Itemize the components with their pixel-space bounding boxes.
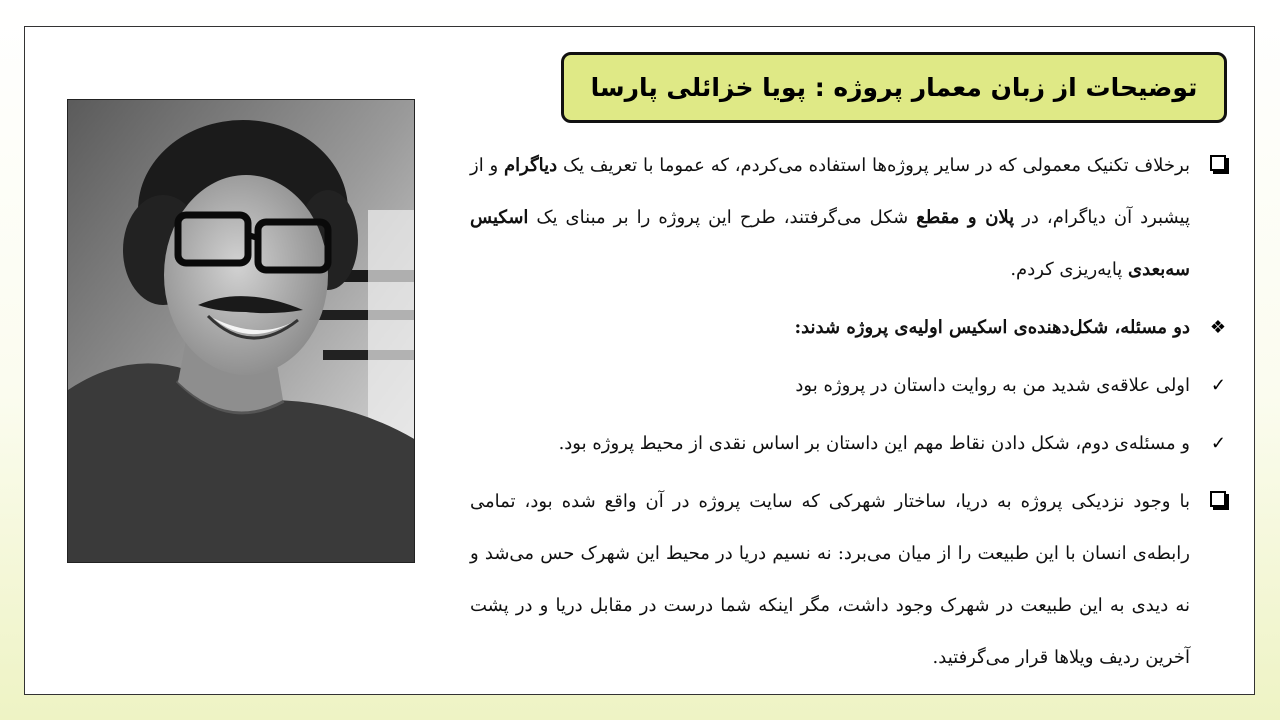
- item-text: و از پیشبرد آن دیاگرام، در: [470, 155, 1190, 228]
- item-heading: دو مسئله، شکل‌دهنده‌ی اسکیس اولیه‌ی پروژه شدند:: [794, 317, 1190, 338]
- item-bold-text: پلان و مقطع: [916, 207, 1015, 228]
- architect-photo: [67, 99, 415, 563]
- list-item: [470, 360, 1228, 412]
- square-bullet-icon: [1210, 140, 1226, 192]
- slide-title: توضیحات از زبان معمار پروژه : پویا خزائلی پارسا: [590, 73, 1198, 102]
- item-text: و مسئله‌ی دوم، شکل دادن نقاط مهم این داستان بر اساس نقدی از محیط پروژه بود.: [558, 433, 1190, 454]
- portrait-image: [68, 100, 415, 563]
- title-box: [561, 52, 1227, 123]
- item-text: برخلاف تکنیک معمولی که در سایر پروژه‌ها استفاده می‌کردم، که عموما با تعریف یک: [557, 155, 1190, 176]
- diamond-bullet-icon: ❖: [1209, 317, 1226, 338]
- list-item: [470, 302, 1228, 354]
- item-text: با وجود نزدیکی پروژه به دریا، ساختار شهرکی که سایت پروژه در آن واقع شده بود، تمامی رابطه‌ی انسان با این طبیعت را از میان می‌برد: نه نسیم دریا در محیط این شهرک حس می‌شد و نه دیدی به این طبیعت در شهرک وجود داشت، مگر اینکه شما درست در مقابل دریا و در پشت آخرین ردیف ویلاها قرار می‌گرفتید.: [470, 491, 1190, 668]
- square-bullet-icon: [1210, 476, 1226, 528]
- item-bold-text: اسکیس سه‌بعدی: [470, 207, 1190, 280]
- item-bold-text: دیاگرام: [504, 155, 558, 176]
- content-list: [470, 140, 1228, 684]
- list-item: [470, 418, 1228, 470]
- check-icon: ✓: [1210, 433, 1226, 454]
- item-text: شکل می‌گرفتند، طرح این پروژه را بر مبنای یک: [528, 207, 917, 228]
- list-item: [470, 140, 1228, 296]
- item-text: پایه‌ریزی کردم.: [1010, 259, 1129, 280]
- list-item: [470, 476, 1228, 684]
- item-text: اولی علاقه‌ی شدید من به روایت داستان در پروژه بود: [795, 375, 1190, 396]
- check-icon: ✓: [1210, 375, 1226, 396]
